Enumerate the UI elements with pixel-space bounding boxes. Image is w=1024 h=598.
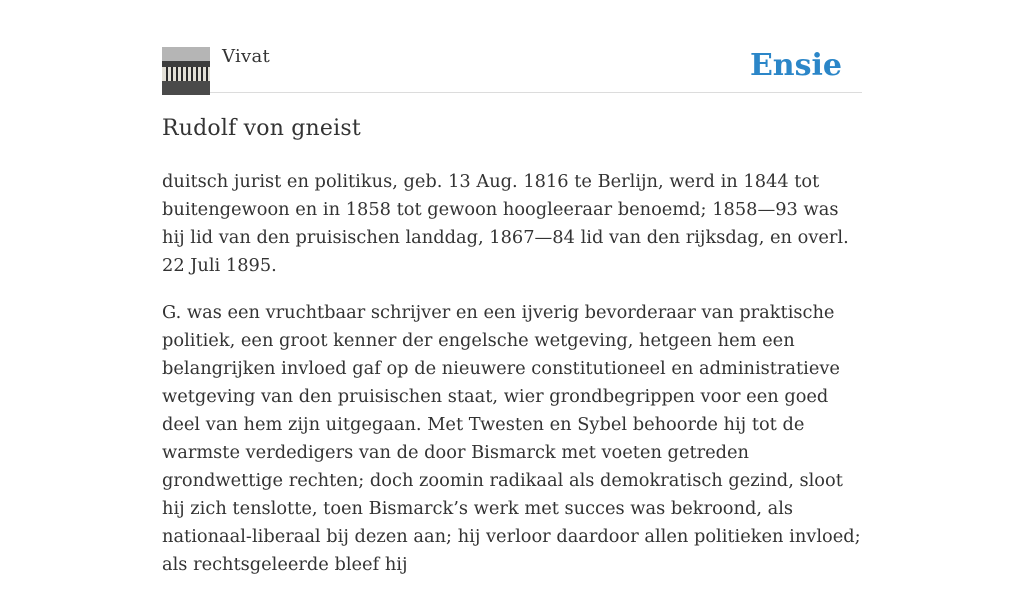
page-title: Rudolf von gneist [162,116,361,141]
article-body [162,168,864,598]
article-paragraph: G. was een vruchtbaar schrijver en een ijverig bevorderaar van praktische politiek, een groot kenner der engelsche wetgeving, hetgeen hem een belangrijken invloed gaf op de nieuwere constitutioneel en administratieve wetgeving van den pruisischen staat, wier grondbegrippen voor een goed deel van hem zijn uitgegaan. Met Twesten en Sybel behoorde hij tot de warmste verdedigers van de door Bismarck met voeten getreden grondwettige rechten; doch zoomin radikaal als demokratisch gezind, sloot hij zich tenslotte, toen Bismarck’s werk met succes was bekroond, als nationaal-liberaal bij dezen aan; hij verloor daardoor allen politieken invloed; als rechtsgeleerde bleef hij [162,302,861,575]
article-paragraph: duitsch jurist en politikus, geb. 13 Aug. 1816 te Berlijn, werd in 1844 tot buitengewoon en in 1858 tot gewoon hoogleeraar benoemd; 1858—93 was hij lid van den pruisischen landdag, 1867—84 lid van den rijksdag, en overl. 22 Juli 1895. [162,171,849,276]
author-name[interactable]: Vivat [222,46,271,67]
brand-logo[interactable]: Ensie [749,48,842,83]
header [162,46,862,93]
avatar-image [162,47,210,95]
avatar[interactable] [162,47,210,95]
